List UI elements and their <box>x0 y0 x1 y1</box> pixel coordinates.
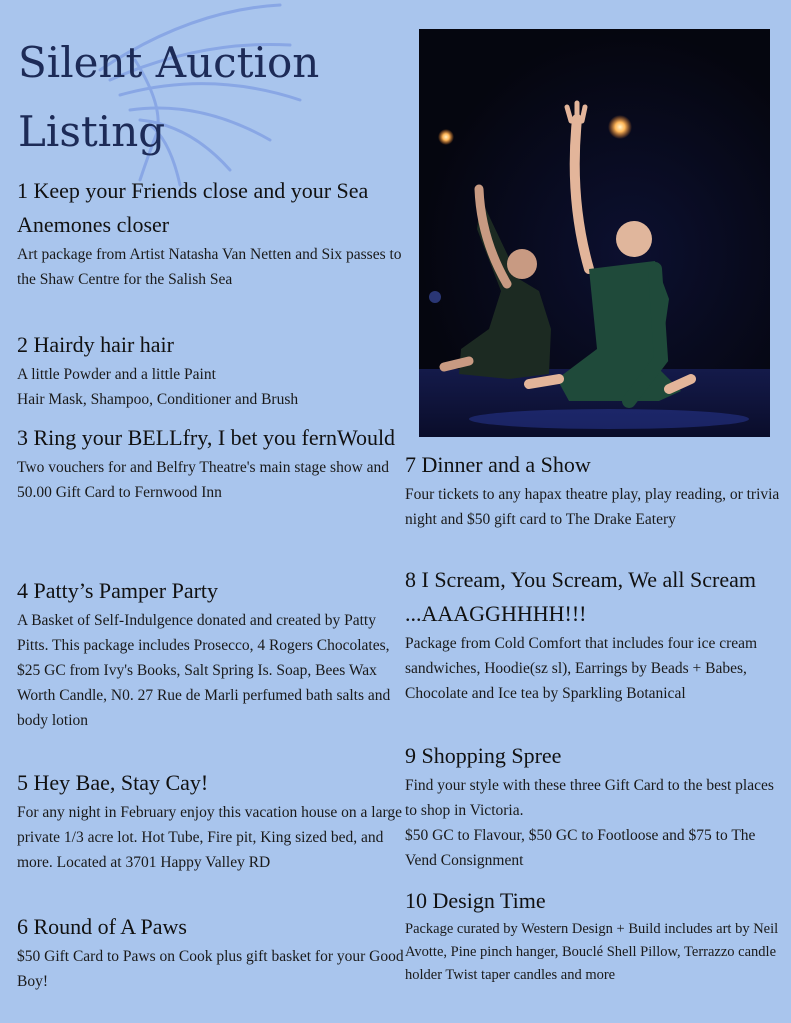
auction-item-heading: 9 Shopping Spree <box>405 743 562 768</box>
auction-item-heading: 4 Patty’s Pamper Party <box>17 578 219 603</box>
auction-item-heading: 6 Round of A Paws <box>17 914 187 939</box>
auction-item-6 <box>17 910 409 994</box>
auction-item-heading: 8 I Scream, You Scream, We all Scream ...AAAGGHHHH!!! <box>405 567 756 626</box>
auction-item-heading: 1 Keep your Friends close and your Sea Anemones closer <box>17 178 369 237</box>
auction-item-description: Find your style with these three Gift Card to the best places to shop in Victoria. $50 GC to Flavour, $50 GC to Footloose and $75 to The Vend Consignment <box>405 777 774 869</box>
auction-item-heading: 7 Dinner and a Show <box>405 452 591 477</box>
page-title: Silent Auction Listing <box>18 38 320 156</box>
auction-item-description: A little Powder and a little Paint Hair Mask, Shampoo, Conditioner and Brush <box>17 366 299 408</box>
auction-item-10 <box>405 884 785 987</box>
auction-item-description: Package from Cold Comfort that includes four ice cream sandwiches, Hoodie(sz sl), Earrings by Beads + Babes, Chocolate and Ice tea by Sparkling Botanical <box>405 635 758 702</box>
auction-item-description: Two vouchers for and Belfry Theatre's main stage show and 50.00 Gift Card to Fernwood Inn <box>17 459 390 501</box>
auction-item-description: Art package from Artist Natasha Van Netten and Six passes to the Shaw Centre for the Salish Sea <box>17 246 402 288</box>
auction-item-4 <box>17 574 409 733</box>
auction-item-1 <box>17 174 409 292</box>
auction-item-3 <box>17 421 409 505</box>
auction-item-5 <box>17 766 409 875</box>
auction-item-7 <box>405 448 785 532</box>
auction-item-heading: 10 Design Time <box>405 888 546 913</box>
auction-item-description: Four tickets to any hapax theatre play, play reading, or trivia night and $50 gift card to The Drake Eatery <box>405 486 780 528</box>
auction-item-description: Package curated by Western Design + Build includes art by Neil Avotte, Pine pinch hanger, Bouclé Shell Pillow, Terrazzo candle holder Twist taper candles and more <box>405 921 779 983</box>
auction-item-description: For any night in February enjoy this vacation house on a large private 1/3 acre lot. Hot Tube, Fire pit, King sized bed, and more. Located at 3701 Happy Valley RD <box>17 804 402 871</box>
auction-item-2 <box>17 328 409 412</box>
auction-item-heading: 2 Hairdy hair hair <box>17 332 174 357</box>
auction-item-heading: 5 Hey Bae, Stay Cay! <box>17 770 209 795</box>
auction-item-description: A Basket of Self-Indulgence donated and created by Patty Pitts. This package includes Prosecco, 4 Rogers Chocolates, $25 GC from Ivy's Books, Salt Spring Is. Soap, Bees Wax Worth Candle, N0. 27 Rue de Marli perfumed bath salts and body lotion <box>17 612 391 729</box>
dance-performance-photo <box>419 29 770 437</box>
auction-item-9 <box>405 739 785 873</box>
auction-item-description: $50 Gift Card to Paws on Cook plus gift basket for your Good Boy! <box>17 948 404 990</box>
auction-item-8 <box>405 563 785 706</box>
auction-item-heading: 3 Ring your BELLfry, I bet you fernWould <box>17 425 396 450</box>
